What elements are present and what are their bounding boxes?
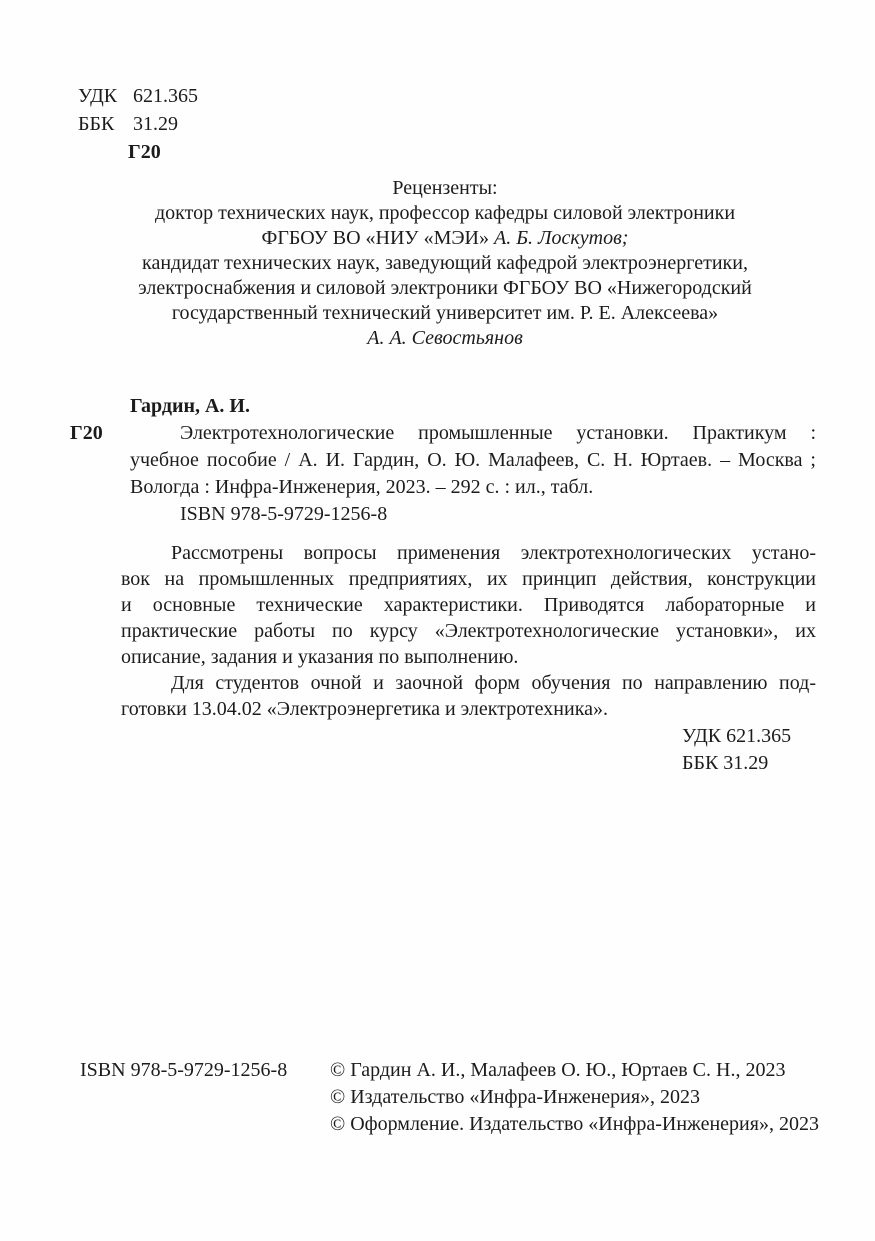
catalog-authors-line: учебное пособие / А. И. Гардин, О. Ю. Малафеев, С. Н. Юртаев. – Москва ; bbox=[130, 449, 816, 471]
bbk-line bbox=[78, 110, 198, 138]
reviewer-1-name: А. Б. Лоскутов; bbox=[494, 227, 629, 249]
reviewer-2-line-3: государственный технический университет им. Р. Е. Алексеева» bbox=[171, 302, 719, 324]
catalog-author: Гардин, А. И. bbox=[130, 395, 250, 417]
udk-label: УДК bbox=[78, 85, 118, 107]
annotation-line-4: практические работы по курсу «Электротехнологические установки», их bbox=[121, 620, 816, 642]
catalog-entry-block bbox=[130, 393, 816, 528]
bottom-codes-block bbox=[682, 723, 791, 777]
annotation-line-2: вок на промышленных предприятиях, их принцип действия, конструкции bbox=[121, 568, 816, 590]
catalog-hanging-code: Г20 bbox=[70, 422, 103, 444]
reviewers-block bbox=[95, 176, 795, 351]
footer-copyrights-block bbox=[330, 1057, 819, 1138]
udk-bottom: УДК 621.365 bbox=[682, 725, 792, 747]
reviewers-heading: Рецензенты: bbox=[392, 177, 498, 199]
reviewer-1-affiliation: ФГБОУ ВО «НИУ «МЭИ» bbox=[261, 227, 494, 249]
bbk-label: ББК bbox=[78, 113, 115, 135]
udk-line bbox=[78, 82, 198, 110]
udk-value: 621.365 bbox=[133, 85, 198, 107]
reviewer-1-line-1: доктор технических наук, профессор кафедры силовой электроники bbox=[154, 202, 736, 224]
author-sign-code: Г20 bbox=[128, 141, 161, 163]
footer-isbn: ISBN 978-5-9729-1256-8 bbox=[80, 1059, 288, 1081]
copyright-design: © Оформление. Издательство «Инфра-Инженерия», 2023 bbox=[330, 1113, 819, 1135]
annotation-line-5: описание, задания и указания по выполнению. bbox=[121, 646, 519, 668]
reviewer-2-line-1: кандидат технических наук, заведующий кафедрой электроэнергетики, bbox=[142, 252, 748, 274]
bbk-bottom: ББК 31.29 bbox=[682, 752, 769, 774]
annotation-line-1: Рассмотрены вопросы применения электротехнологических устано- bbox=[171, 542, 816, 564]
copyright-authors: © Гардин А. И., Малафеев О. Ю., Юртаев С. Н., 2023 bbox=[330, 1059, 786, 1081]
top-codes-block bbox=[78, 82, 198, 166]
reviewer-1-line-2 bbox=[95, 226, 795, 251]
annotation-line-6: Для студентов очной и заочной форм обучения по направлению под- bbox=[171, 672, 816, 694]
reviewer-2-line-2: электроснабжения и силовой электроники ФГБОУ ВО «Нижегородский bbox=[138, 277, 752, 299]
annotation-line-3: и основные технические характеристики. Приводятся лабораторные и bbox=[121, 594, 816, 616]
bbk-value: 31.29 bbox=[133, 113, 178, 135]
copyright-publisher: © Издательство «Инфра-Инженерия», 2023 bbox=[330, 1086, 701, 1108]
annotation-block bbox=[121, 540, 816, 722]
catalog-publisher-line: Вологда : Инфра-Инженерия, 2023. – 292 с. : ил., табл. bbox=[130, 476, 594, 498]
catalog-title-line: Электротехнологические промышленные установки. Практикум : bbox=[180, 422, 816, 444]
reviewer-2-name: А. А. Севостьянов bbox=[367, 327, 523, 349]
annotation-line-7: готовки 13.04.02 «Электроэнергетика и электротехника». bbox=[121, 698, 608, 720]
catalog-isbn: ISBN 978-5-9729-1256-8 bbox=[180, 503, 388, 525]
